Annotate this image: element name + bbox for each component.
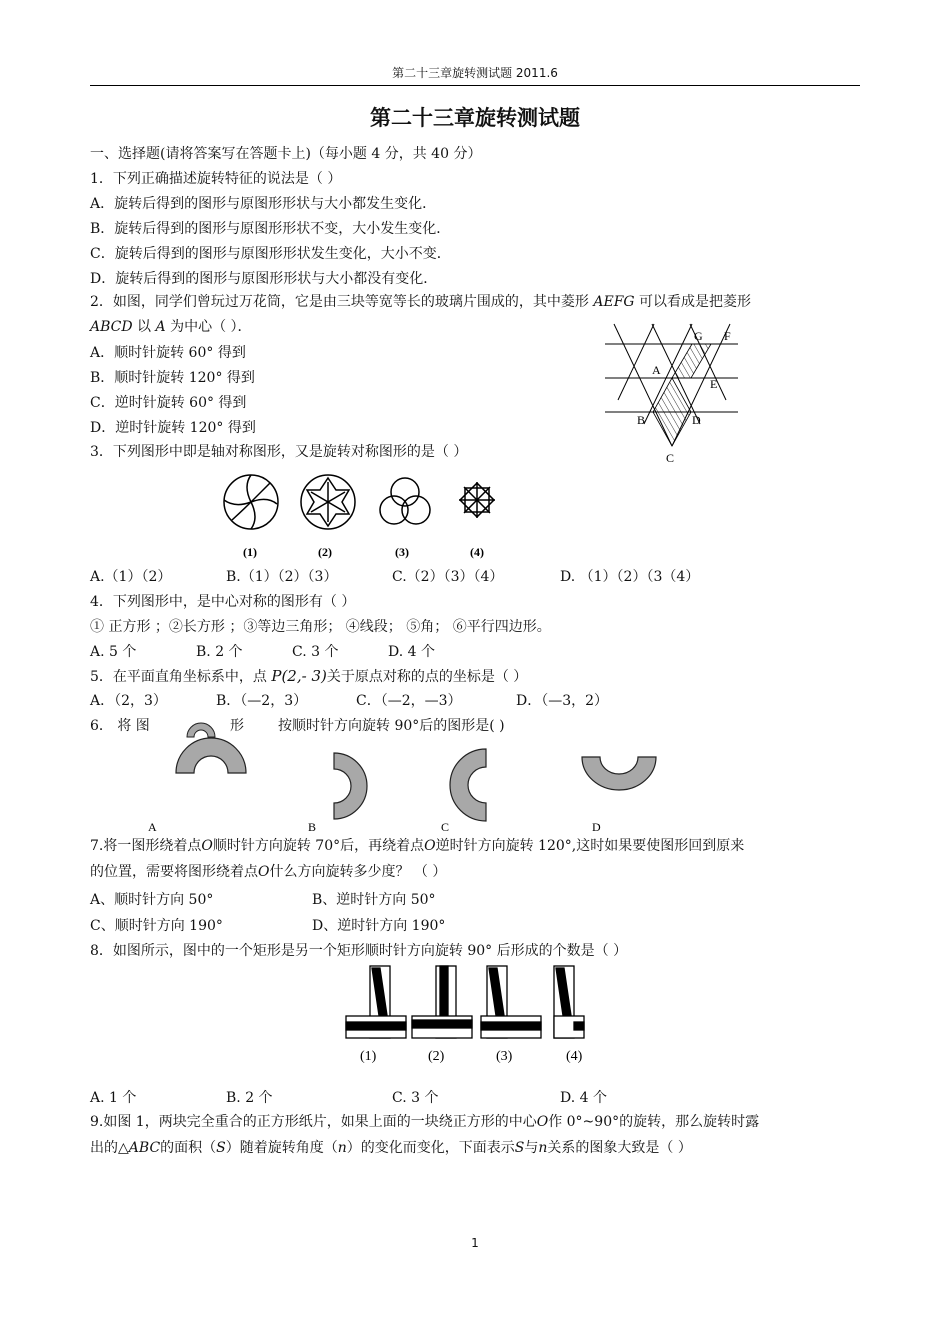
q9-line2-a: 出的△ bbox=[90, 1140, 129, 1156]
q4-option-b: B. 2 个 bbox=[196, 644, 243, 660]
pinwheel-circle-figure bbox=[224, 475, 278, 529]
q7-line2-a: 的位置，需要将图形绕着点 bbox=[90, 864, 258, 880]
q3-stem: 3．下列图形中即是轴对称图形，又是旋转对称图形的是（ ） bbox=[90, 444, 468, 460]
q2-option-d: D．逆时针旋转 120° 得到 bbox=[90, 420, 256, 436]
q3-options bbox=[90, 567, 860, 587]
q9-line1 bbox=[90, 1112, 759, 1132]
q9-var-s: S bbox=[216, 1140, 226, 1156]
q8-option-a: A. 1 个 bbox=[90, 1090, 137, 1106]
q7-option-d: D、逆时针方向 190° bbox=[312, 918, 446, 934]
star-circle-figure bbox=[301, 475, 355, 529]
q9-line2-e: 与 bbox=[524, 1140, 539, 1156]
q9-var-s-2: S bbox=[514, 1140, 525, 1156]
q3-label-1: (1) bbox=[243, 545, 257, 559]
rect-pair-2 bbox=[412, 966, 472, 1038]
q2-stem-a: 2．如图，同学们曾玩过万花筒，它是由三块等宽等长的玻璃片围成的，其中菱形 bbox=[90, 294, 594, 310]
q5-stem bbox=[90, 666, 527, 687]
q2-rhombus-abcd: ABCD bbox=[90, 319, 133, 335]
q7-line1 bbox=[90, 836, 744, 856]
q9-line2-c: ）随着旋转角度（ bbox=[225, 1140, 338, 1156]
q7-point-o-3: O bbox=[258, 864, 270, 880]
q4-stem: 4．下列图形中，是中心对称的图形有（ ） bbox=[90, 594, 356, 610]
q6-stem-part2: 形 bbox=[230, 718, 244, 734]
label-c: C bbox=[666, 451, 675, 465]
q3-label-3: (3) bbox=[395, 545, 409, 559]
q2-stem-line1 bbox=[90, 292, 751, 312]
q7-line1-c: 逆时针方向旋转 120°,这时如果要使图形回到原来 bbox=[435, 838, 745, 854]
q7-options-row2 bbox=[90, 916, 860, 936]
q6-label-c: C bbox=[441, 820, 450, 834]
q6-option-figures bbox=[140, 745, 660, 837]
q9-line1-a: 9.如图 1，两块完全重合的正方形纸片，如果上面的一块绕正方形的中心 bbox=[90, 1114, 537, 1130]
q4-items: ① 正方形 ；②长方形 ；③等边三角形； ④线段； ⑤角； ⑥平行四边形。 bbox=[90, 619, 551, 635]
q8-label-1: (1) bbox=[360, 1049, 377, 1064]
q4-option-c: C. 3 个 bbox=[292, 644, 339, 660]
q6-label-a: A bbox=[148, 820, 157, 834]
q6-original-arch-icon bbox=[186, 720, 216, 738]
q9-line2-f: 关系的图象大致是（ ） bbox=[547, 1140, 692, 1156]
q9-point-o: O bbox=[536, 1114, 549, 1130]
q3-option-d: D. （1）（2）（3（4） bbox=[560, 569, 700, 585]
q7-point-o: O bbox=[201, 838, 213, 854]
q8-options bbox=[90, 1088, 860, 1108]
page-title: 第二十三章旋转测试题 bbox=[370, 106, 580, 130]
label-d: D bbox=[692, 413, 701, 427]
q7-option-b: B、逆时针方向 50° bbox=[312, 892, 436, 908]
q5-options bbox=[90, 691, 860, 711]
kaleidoscope-figure bbox=[600, 322, 750, 464]
q8-option-d: D. 4 个 bbox=[560, 1090, 607, 1106]
q8-label-4: (4) bbox=[566, 1049, 583, 1064]
q3-option-a: A.（1）（2） bbox=[90, 569, 172, 585]
q1-stem: 1．下列正确描述旋转特征的说法是（ ） bbox=[90, 171, 342, 187]
arch-option-d bbox=[582, 757, 656, 790]
q4-option-a: A. 5 个 bbox=[90, 644, 137, 660]
q2-stem-b: 可以看成是把菱形 bbox=[634, 294, 752, 310]
page-number: 1 bbox=[471, 1236, 479, 1250]
q9-line2 bbox=[90, 1138, 692, 1158]
arch-option-b bbox=[334, 753, 367, 819]
q2-option-a: A．顺时针旋转 60° 得到 bbox=[90, 345, 246, 361]
q2-point-a: A bbox=[155, 319, 166, 335]
q8-option-b: B. 2 个 bbox=[226, 1090, 273, 1106]
q9-var-n-2: n bbox=[538, 1140, 548, 1156]
q5-option-c: C．（—2，—3） bbox=[356, 693, 462, 709]
q5-stem-b: 关于原点对称的点的坐标是（ ） bbox=[326, 669, 528, 685]
q2-stem-d: 为中心（ ）． bbox=[165, 319, 252, 335]
q7-point-o-2: O bbox=[424, 838, 436, 854]
q7-line1-a: 7.将一图形绕着点 bbox=[90, 838, 202, 854]
q9-line2-d: ）的变化而变化，下面表示 bbox=[346, 1140, 515, 1156]
q3-label-2: (2) bbox=[318, 545, 332, 559]
label-b: B bbox=[637, 413, 646, 427]
label-a: A bbox=[652, 363, 661, 377]
q8-label-2: (2) bbox=[428, 1049, 445, 1064]
triquetra-figure bbox=[380, 478, 430, 524]
q2-stem-line2 bbox=[90, 317, 252, 337]
q5-option-b: B．（—2，3） bbox=[216, 693, 308, 709]
q1-option-b: B．旋转后得到的图形与原图形形状不变，大小发生变化． bbox=[90, 221, 451, 237]
q3-figures bbox=[215, 468, 525, 564]
q4-option-d: D. 4 个 bbox=[388, 644, 435, 660]
q1-option-c: C．旋转后得到的图形与原图形形状发生变化，大小不变． bbox=[90, 246, 451, 262]
q2-option-c: C．逆时针旋转 60° 得到 bbox=[90, 395, 247, 411]
q5-option-d: D．（—3，2） bbox=[516, 693, 609, 709]
q8-option-c: C. 3 个 bbox=[392, 1090, 439, 1106]
q7-line1-b: 顺时针方向旋转 70°后，再绕着点 bbox=[212, 838, 425, 854]
q7-option-a: A、顺时针方向 50° bbox=[90, 892, 214, 908]
q4-options bbox=[90, 642, 860, 662]
q1-option-d: D．旋转后得到的图形与原图形形状与大小都没有变化． bbox=[90, 271, 438, 287]
q8-figures bbox=[342, 962, 612, 1072]
octagram-figure bbox=[459, 482, 495, 518]
q6-stem-part3: 按顺时针方向旋转 90°后的图形是( ) bbox=[278, 718, 505, 734]
q7-line2 bbox=[90, 862, 446, 882]
q3-option-b: B.（1）（2）（3） bbox=[226, 569, 338, 585]
arch-option-c bbox=[450, 749, 486, 821]
q2-rhombus-aefg: AEFG bbox=[593, 294, 635, 310]
q6-label-b: B bbox=[308, 820, 317, 834]
rect-pair-4 bbox=[554, 966, 584, 1038]
label-e: E bbox=[710, 377, 718, 391]
q5-stem-a: 5．在平面直角坐标系中，点 bbox=[90, 669, 272, 685]
arch-option-a bbox=[176, 738, 246, 773]
q9-var-n: n bbox=[337, 1140, 347, 1156]
q5-point: P(2,- 3) bbox=[271, 667, 327, 685]
q7-option-c: C、顺时针方向 190° bbox=[90, 918, 223, 934]
q8-stem: 8．如图所示，图中的一个矩形是另一个矩形顺时针方向旋转 90° 后形成的个数是（ ） bbox=[90, 943, 628, 959]
label-f: F bbox=[724, 329, 731, 343]
q8-label-3: (3) bbox=[496, 1049, 513, 1064]
q3-option-c: C.（2）（3）（4） bbox=[392, 569, 504, 585]
q7-line2-b: 什么方向旋转多少度？ （ ） bbox=[269, 864, 447, 880]
q6-label-d: D bbox=[592, 820, 601, 834]
q9-line2-b: 的面积（ bbox=[160, 1140, 217, 1156]
rect-pair-1 bbox=[346, 966, 406, 1038]
q2-stem-c: 以 bbox=[132, 319, 156, 335]
q6-stem-part1: 6． 将 图 bbox=[90, 718, 150, 734]
section-heading: 一、选择题(请将答案写在答题卡上)（每小题 4 分，共 40 分） bbox=[90, 146, 482, 162]
q9-triangle-abc: ABC bbox=[128, 1140, 161, 1156]
q5-option-a: A．（2，3） bbox=[90, 693, 167, 709]
q9-line1-b: 作 0°~90°的旋转，那么旋转时露 bbox=[548, 1114, 760, 1130]
q3-label-4: (4) bbox=[470, 545, 484, 559]
q2-option-b: B．顺时针旋转 120° 得到 bbox=[90, 370, 255, 386]
q1-option-a: A．旋转后得到的图形与原图形形状与大小都发生变化． bbox=[90, 196, 437, 212]
header-rule bbox=[90, 85, 860, 86]
q7-options-row1 bbox=[90, 890, 860, 910]
page-header: 第二十三章旋转测试题 2011.6 bbox=[392, 66, 558, 80]
label-g: G bbox=[694, 329, 703, 343]
rect-pair-3 bbox=[481, 966, 541, 1038]
